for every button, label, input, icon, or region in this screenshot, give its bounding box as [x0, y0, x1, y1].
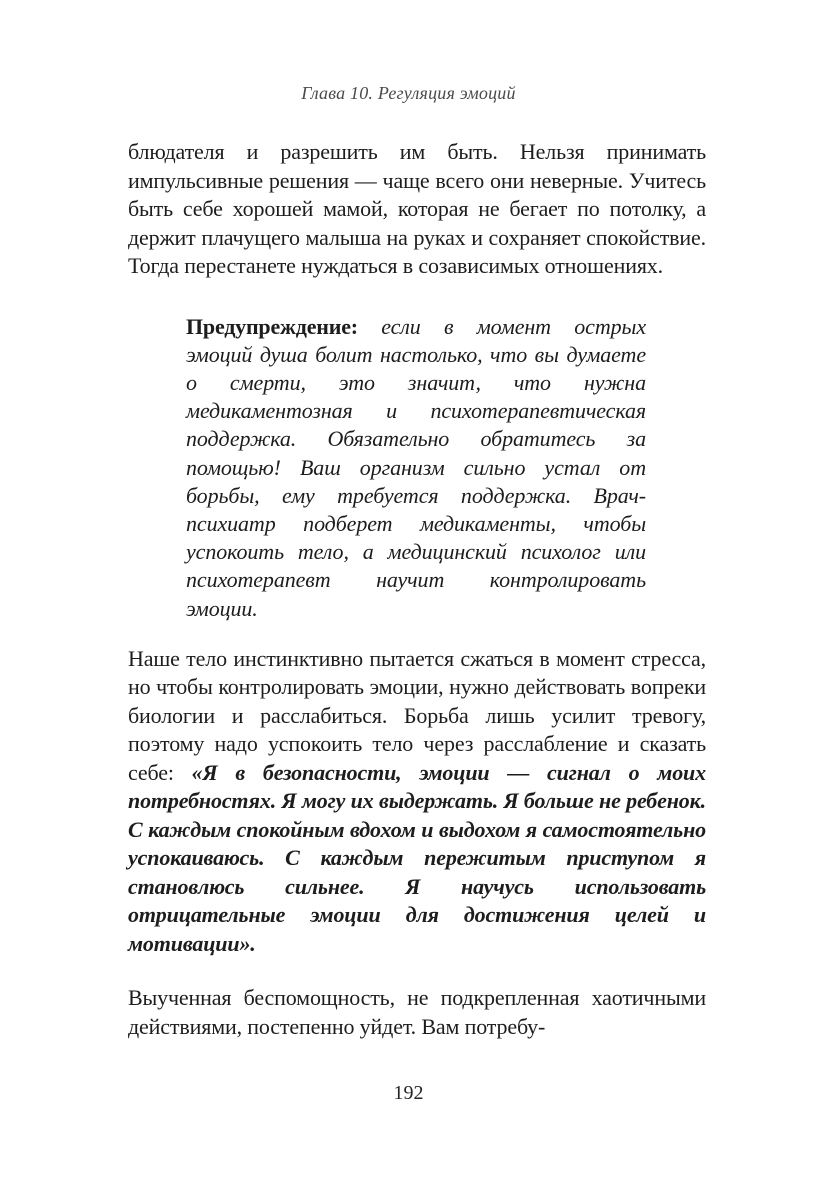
- paragraph-intro: блюдателя и разрешить им быть. Нельзя принимать импульсивные решения — чаще всего они неверные. Учитесь быть себе хорошей мамой, которая не бегает по потолку, а держит плачущего малыша на руках и сохраняет спокойствие. Тогда перестанете нуждаться в созависимых отношениях.: [128, 139, 706, 278]
- page-number: 192: [393, 1082, 424, 1104]
- running-header: Глава 10. Регуляция эмоций: [301, 83, 516, 103]
- warning-block: [186, 313, 646, 623]
- warning-text: если в момент острых эмоций душа болит настолько, что вы думаете о смерти, это значит, что нужна медикаментозная и психотерапевтическая поддержка. Обязательно обратитесь за помощью! Ваш организм сильно устал от борьбы, ему требуется поддержка. Врач-психиатр подберет медикаменты, чтобы успокоить тело, а медицинский психолог или психотерапевт научит контролировать эмоции.: [186, 313, 646, 621]
- paragraph-closing: Выученная беспомощность, не подкрепленная хаотичными действиями, постепенно уйдет. Вам потребу-: [128, 985, 706, 1039]
- page-content: [128, 138, 706, 1041]
- affirmation-quote: «Я в безопасности, эмоции — сигнал о моих потребностях. Я могу их выдержать. Я больше не ребенок. С каждым спокойным вдохом и выдохом я самостоятельно успокаиваюсь. С каждым пережитым приступом я становлюсь сильнее. Я научусь использовать отрицательные эмоции для достижения целей и мотивации».: [128, 759, 706, 956]
- paragraph-main: [128, 645, 706, 959]
- warning-label: Предупреждение:: [186, 313, 358, 339]
- paragraph-main-lead: Наше тело инстинктивно пытается сжаться в момент стресса, но чтобы контролировать эмоции, нужно действовать вопреки биологии и расслабиться. Борьба лишь усилит тревогу, поэтому надо успокоить тело через расслабление и сказать себе:: [128, 645, 706, 785]
